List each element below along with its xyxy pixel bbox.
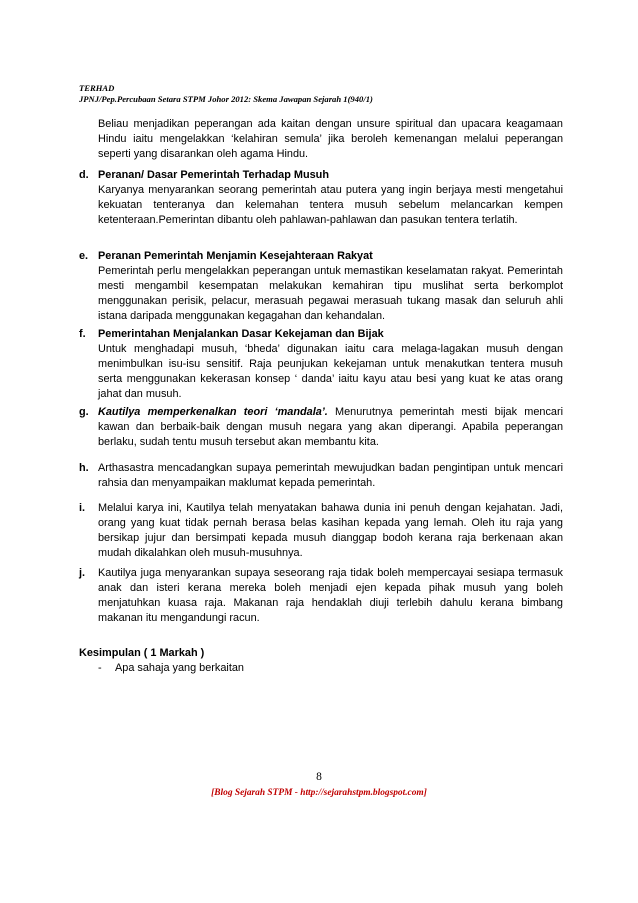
header-restricted-label: TERHAD bbox=[79, 83, 115, 93]
item-e-body: Pemerintah perlu mengelakkan peperangan untuk memastikan keselamatan rakyat. Pemerintah mesti mengambil kesempatan melakukan kemahiran tipu muslihat serta berkomplot menggunakan perisik, pelacur, merasuah pegawai merasuah tukang masak dan seluruh ahli istana daripada menggunakan kegagahan dan kehandalan. bbox=[98, 264, 563, 322]
item-d-title: Peranan/ Dasar Pemerintah Terhadap Musuh bbox=[98, 169, 329, 181]
item-f bbox=[98, 327, 563, 402]
conclusion-heading: Kesimpulan ( 1 Markah ) bbox=[79, 647, 205, 659]
item-label-d: d. bbox=[79, 169, 89, 181]
conclusion-bullet-marker: - bbox=[98, 662, 102, 674]
item-g-body: Menurutnya pemerintah mesti bijak mencari kawan dan berbaik-baik dengan musuh negara yang akan diperangi. Apabila peperangan berlaku, sudah tentu musuh tersebut akan membantu kita. bbox=[98, 406, 563, 448]
item-label-g: g. bbox=[79, 406, 89, 418]
item-f-body: Untuk menghadapi musuh, ‘bheda’ digunakan iaitu cara melaga-lagakan musuh dengan menimbulkan isu-isu sensitif. Raja peunjukan kekejaman untuk menakutkan tentera musuh serta menggunakan kekerasan konsep ‘ danda’ iaitu kayu atau besi yang kuat ke atas orang jahat dan musuh. bbox=[98, 342, 563, 400]
item-d-body: Karyanya menyarankan seorang pemerintah atau putera yang ingin berjaya mesti mengetahui kekuatan tenteranya dan kelemahan tentera musuh sebelum melancarkan kempen ketenteraan.Pemerintan dibantu oleh pahlawan-pahlawan dan pasukan tentera terlatih. bbox=[98, 183, 563, 226]
item-d bbox=[98, 168, 563, 228]
item-label-f: f. bbox=[79, 328, 86, 340]
item-e bbox=[98, 249, 563, 324]
item-label-h: h. bbox=[79, 462, 89, 474]
item-i-body: Melalui karya ini, Kautilya telah menyatakan bahawa dunia ini penuh dengan kejahatan. Jadi, orang yang kuat tidak pernah berasa belas kasihan kepada yang lemah. Oleh itu raja yang bersikap jujur dan bersimpati kepada musuh dianggap bodoh kerana raja berkenaan akan mudah dikalahkan oleh musuh-musuhnya. bbox=[98, 502, 563, 559]
header-document-title: JPNJ/Pep.Percubaan Setara STPM Johor 2012: Skema Jawapan Sejarah 1(940/1) bbox=[79, 94, 373, 104]
item-g bbox=[98, 405, 563, 450]
page-number: 8 bbox=[316, 771, 322, 783]
item-label-e: e. bbox=[79, 250, 89, 262]
item-j-body: Kautilya juga menyarankan supaya seseorang raja tidak boleh mempercayai sesiapa termasuk anak dan isteri kerana mereka boleh menjadi ejen kepada pihak musuh yang boleh menjatuhkan kuasa raja. Makanan raja hendaklah diuji terlebih dahulu kerana bimbang makanan itu mengandungi racun. bbox=[98, 567, 563, 624]
item-h-body: Arthasastra mencadangkan supaya pemerintah mewujudkan badan pengintipan untuk mencari rahsia dan menyampaikan maklumat kepada pemerintah. bbox=[98, 462, 563, 489]
footer-blog-link: [Blog Sejarah STPM - http://sejarahstpm.blogspot.com] bbox=[211, 788, 427, 798]
item-label-i: i. bbox=[79, 502, 86, 514]
item-f-title: Pemerintahan Menjalankan Dasar Kekejaman dan Bijak bbox=[98, 328, 384, 340]
item-label-j: j. bbox=[79, 567, 86, 579]
intro-paragraph: Beliau menjadikan peperangan ada kaitan dengan unsure spiritual dan upacara keagamaan Hindu iaitu mengelakkan ‘kelahiran semula’ jika beroleh kemenangan melalui peperangan seperti yang disarankan oleh agama Hindu. bbox=[98, 118, 563, 160]
item-e-title: Peranan Pemerintah Menjamin Kesejahteraan Rakyat bbox=[98, 250, 373, 262]
item-g-title: Kautilya memperkenalkan teori ‘mandala’. bbox=[98, 406, 328, 418]
conclusion-bullet-text: Apa sahaja yang berkaitan bbox=[115, 662, 244, 674]
